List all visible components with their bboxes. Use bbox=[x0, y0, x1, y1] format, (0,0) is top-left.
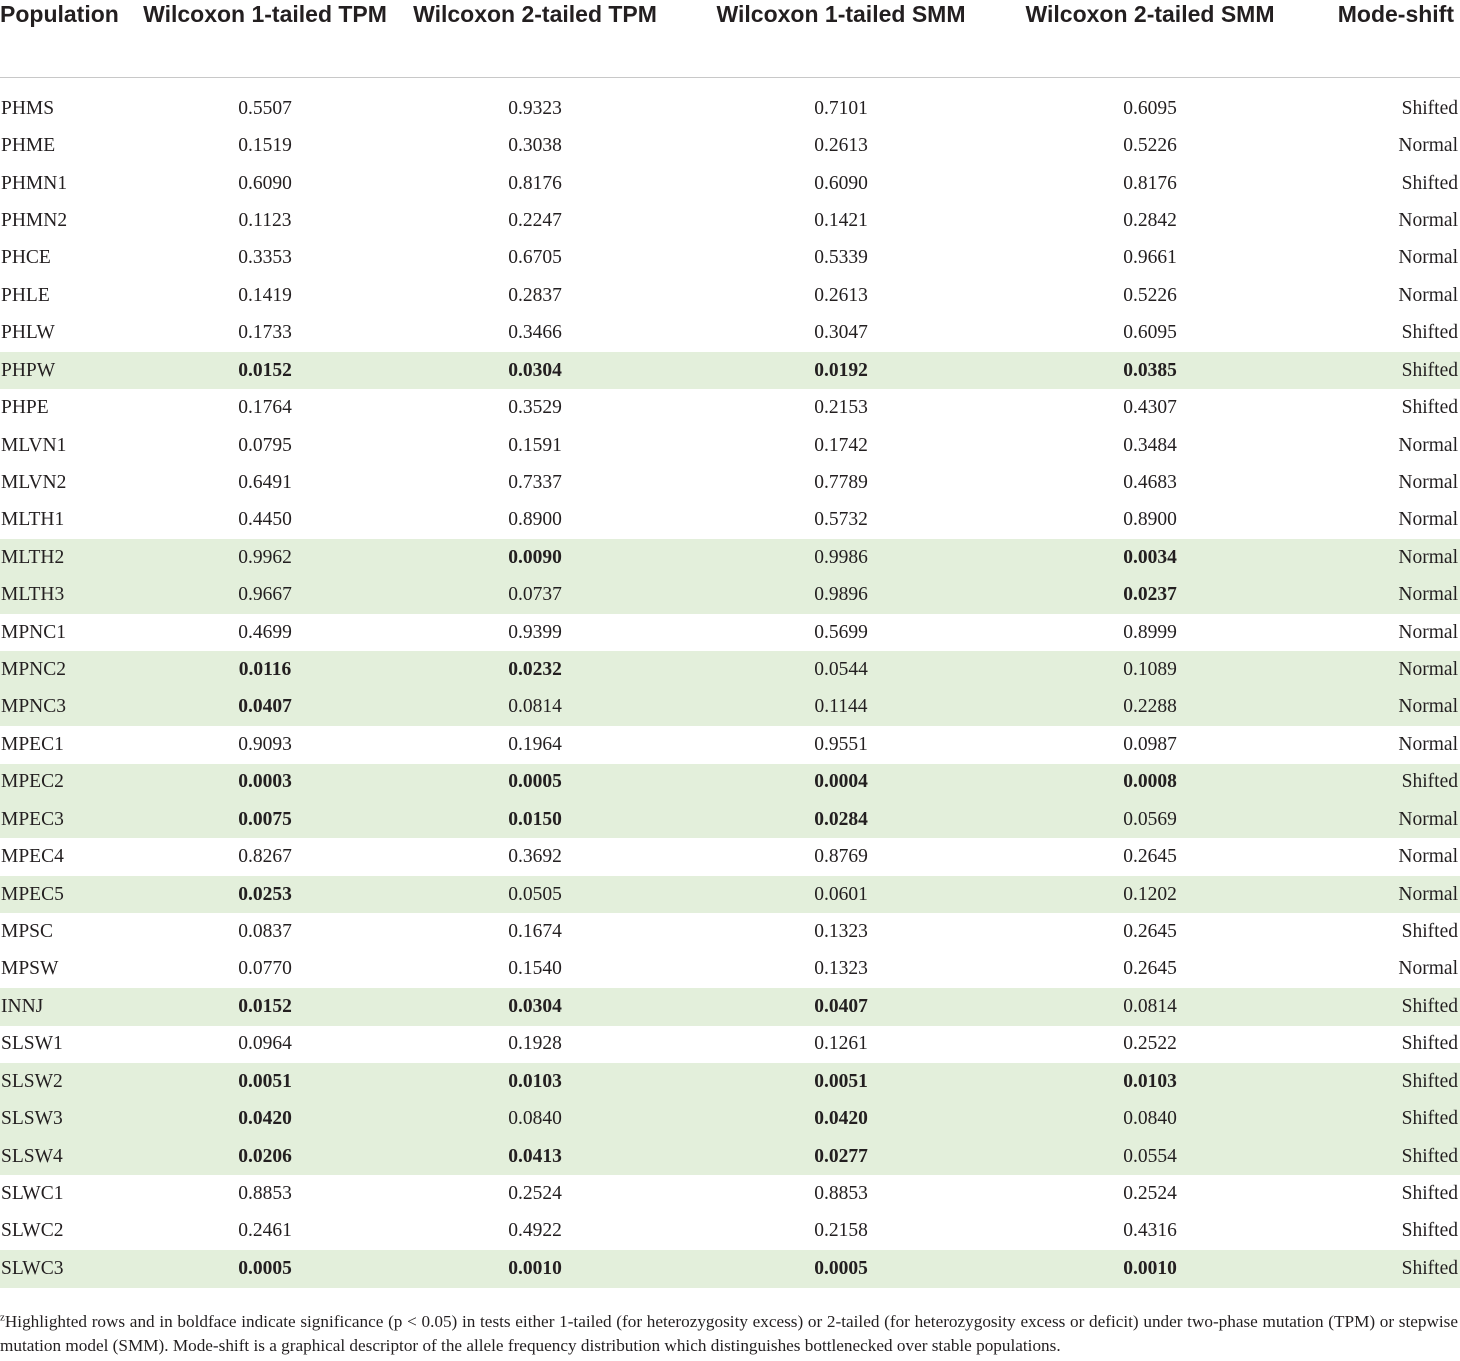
cell-wilcoxon-2-tailed-smm: 0.0840 bbox=[1002, 1100, 1298, 1137]
cell-wilcoxon-2-tailed-smm: 0.8176 bbox=[1123, 172, 1177, 194]
cell-wilcoxon-1-tailed-tpm: 0.0770 bbox=[238, 958, 292, 980]
cell-wilcoxon-2-tailed-smm: 0.1089 bbox=[1002, 651, 1298, 688]
cell-wilcoxon-1-tailed-smm: 0.6090 bbox=[814, 172, 868, 194]
table-row bbox=[0, 277, 1460, 314]
cell-mode-shift: Shifted bbox=[1401, 97, 1458, 119]
cell-wilcoxon-2-tailed-smm: 0.4316 bbox=[1123, 1220, 1177, 1242]
cell-wilcoxon-1-tailed-tpm: 0.0420 bbox=[140, 1100, 390, 1137]
header-mode-shift: Mode-shift bbox=[1298, 0, 1460, 78]
cell-mode-shift: Shifted bbox=[1298, 988, 1460, 1025]
cell-wilcoxon-2-tailed-smm: 0.2288 bbox=[1002, 689, 1298, 726]
cell-wilcoxon-2-tailed-tpm: 0.2524 bbox=[508, 1182, 562, 1204]
cell-wilcoxon-1-tailed-smm: 0.5339 bbox=[814, 247, 868, 269]
cell-population: MLTH1 bbox=[1, 509, 65, 531]
cell-mode-shift: Normal bbox=[1398, 135, 1458, 157]
cell-mode-shift: Normal bbox=[1398, 958, 1458, 980]
cell-wilcoxon-2-tailed-tpm: 0.0232 bbox=[390, 651, 680, 688]
cell-wilcoxon-1-tailed-smm: 0.0277 bbox=[680, 1138, 1002, 1175]
cell-wilcoxon-1-tailed-tpm: 0.0116 bbox=[140, 651, 390, 688]
cell-mode-shift: Normal bbox=[1398, 846, 1458, 868]
cell-wilcoxon-1-tailed-smm: 0.2158 bbox=[814, 1220, 868, 1242]
cell-population: PHLW bbox=[1, 322, 55, 344]
cell-wilcoxon-2-tailed-smm: 0.0814 bbox=[1002, 988, 1298, 1025]
cell-wilcoxon-2-tailed-tpm: 0.0090 bbox=[390, 539, 680, 576]
cell-population: MPEC3 bbox=[0, 801, 140, 838]
cell-wilcoxon-2-tailed-smm: 0.4683 bbox=[1123, 471, 1177, 493]
cell-mode-shift: Shifted bbox=[1401, 172, 1458, 194]
cell-mode-shift: Shifted bbox=[1298, 1100, 1460, 1137]
cell-wilcoxon-1-tailed-smm: 0.5732 bbox=[814, 509, 868, 531]
cell-mode-shift: Shifted bbox=[1401, 397, 1458, 419]
cell-wilcoxon-2-tailed-tpm: 0.1674 bbox=[508, 920, 562, 942]
cell-wilcoxon-2-tailed-smm: 0.2842 bbox=[1123, 209, 1177, 231]
cell-population: MLTH2 bbox=[0, 539, 140, 576]
cell-wilcoxon-1-tailed-tpm: 0.0051 bbox=[140, 1063, 390, 1100]
cell-wilcoxon-2-tailed-tpm: 0.0840 bbox=[390, 1100, 680, 1137]
cell-mode-shift: Normal bbox=[1398, 434, 1458, 456]
cell-wilcoxon-2-tailed-tpm: 0.0304 bbox=[390, 352, 680, 389]
cell-wilcoxon-1-tailed-tpm: 0.9667 bbox=[140, 576, 390, 613]
cell-wilcoxon-2-tailed-tpm: 0.0103 bbox=[390, 1063, 680, 1100]
cell-population: PHME bbox=[1, 135, 56, 157]
cell-wilcoxon-2-tailed-smm: 0.2524 bbox=[1123, 1182, 1177, 1204]
cell-wilcoxon-1-tailed-tpm: 0.0075 bbox=[140, 801, 390, 838]
cell-wilcoxon-2-tailed-tpm: 0.3692 bbox=[508, 846, 562, 868]
table-row bbox=[0, 576, 1460, 613]
cell-wilcoxon-2-tailed-smm: 0.1202 bbox=[1002, 876, 1298, 913]
header-wilcoxon-1-tailed-tpm: Wilcoxon 1-tailed TPM bbox=[140, 0, 390, 78]
table-row bbox=[0, 240, 1460, 277]
cell-mode-shift: Normal bbox=[1398, 284, 1458, 306]
cell-wilcoxon-1-tailed-smm: 0.8769 bbox=[814, 846, 868, 868]
cell-wilcoxon-2-tailed-tpm: 0.0304 bbox=[390, 988, 680, 1025]
table-row bbox=[0, 315, 1460, 352]
cell-population: MPEC4 bbox=[1, 846, 64, 868]
cell-wilcoxon-2-tailed-smm: 0.6095 bbox=[1123, 322, 1177, 344]
cell-population: MPNC3 bbox=[0, 689, 140, 726]
cell-mode-shift: Normal bbox=[1298, 539, 1460, 576]
cell-mode-shift: Normal bbox=[1398, 471, 1458, 493]
cell-population: PHPE bbox=[1, 397, 49, 419]
cell-wilcoxon-2-tailed-smm: 0.5226 bbox=[1123, 284, 1177, 306]
cell-wilcoxon-2-tailed-smm: 0.2645 bbox=[1123, 920, 1177, 942]
cell-population: SLWC2 bbox=[1, 1220, 64, 1242]
cell-population: MPEC2 bbox=[0, 764, 140, 801]
cell-wilcoxon-2-tailed-smm: 0.4307 bbox=[1123, 397, 1177, 419]
cell-wilcoxon-2-tailed-tpm: 0.2837 bbox=[508, 284, 562, 306]
cell-mode-shift: Normal bbox=[1298, 651, 1460, 688]
cell-wilcoxon-2-tailed-tpm: 0.0150 bbox=[390, 801, 680, 838]
cell-wilcoxon-1-tailed-tpm: 0.1733 bbox=[238, 322, 292, 344]
cell-wilcoxon-2-tailed-tpm: 0.1540 bbox=[508, 958, 562, 980]
footnote-text: Highlighted rows and in boldface indicate significance (p < 0.05) in tests either 1-tailed (for heterozygosity excess) or 2-tailed (for heterozygosity excess or deficit) under two-phase mutation (TPM) or stepwise mutation model (SMM). Mode-shift is a graphical descriptor of the allele frequency distribution which distinguishes bottlenecked over stable populations. bbox=[0, 1312, 1458, 1355]
cell-wilcoxon-2-tailed-tpm: 0.7337 bbox=[508, 471, 562, 493]
table-row bbox=[0, 651, 1460, 688]
table-row bbox=[0, 165, 1460, 202]
cell-wilcoxon-1-tailed-tpm: 0.0152 bbox=[140, 988, 390, 1025]
cell-population: MPEC1 bbox=[1, 733, 64, 755]
cell-population: PHPW bbox=[0, 352, 140, 389]
table-row bbox=[0, 876, 1460, 913]
cell-wilcoxon-1-tailed-smm: 0.5699 bbox=[814, 621, 868, 643]
cell-population: PHMN2 bbox=[1, 209, 68, 231]
cell-population: PHLE bbox=[1, 284, 50, 306]
table-row bbox=[0, 726, 1460, 763]
cell-wilcoxon-1-tailed-smm: 0.0601 bbox=[680, 876, 1002, 913]
cell-wilcoxon-1-tailed-tpm: 0.4699 bbox=[238, 621, 292, 643]
table-row bbox=[0, 127, 1460, 164]
cell-population: MPSC bbox=[1, 920, 54, 942]
cell-wilcoxon-2-tailed-smm: 0.0569 bbox=[1002, 801, 1298, 838]
cell-wilcoxon-2-tailed-smm: 0.2645 bbox=[1123, 846, 1177, 868]
cell-wilcoxon-1-tailed-tpm: 0.0005 bbox=[140, 1250, 390, 1287]
cell-wilcoxon-2-tailed-tpm: 0.0005 bbox=[390, 764, 680, 801]
cell-wilcoxon-2-tailed-tpm: 0.6705 bbox=[508, 247, 562, 269]
cell-mode-shift: Shifted bbox=[1298, 1138, 1460, 1175]
cell-wilcoxon-1-tailed-tpm: 0.1419 bbox=[238, 284, 292, 306]
cell-wilcoxon-1-tailed-tpm: 0.5507 bbox=[238, 97, 292, 119]
cell-wilcoxon-2-tailed-smm: 0.0010 bbox=[1002, 1250, 1298, 1287]
cell-wilcoxon-2-tailed-tpm: 0.8176 bbox=[508, 172, 562, 194]
cell-wilcoxon-2-tailed-tpm: 0.1928 bbox=[508, 1033, 562, 1055]
cell-wilcoxon-1-tailed-smm: 0.9551 bbox=[814, 733, 868, 755]
footnote-marker: z bbox=[0, 1311, 5, 1324]
cell-wilcoxon-1-tailed-smm: 0.0004 bbox=[680, 764, 1002, 801]
cell-wilcoxon-1-tailed-smm: 0.8853 bbox=[814, 1182, 868, 1204]
cell-population: MLVN2 bbox=[1, 471, 67, 493]
cell-population: INNJ bbox=[0, 988, 140, 1025]
cell-wilcoxon-2-tailed-smm: 0.0034 bbox=[1002, 539, 1298, 576]
cell-wilcoxon-1-tailed-smm: 0.2153 bbox=[814, 397, 868, 419]
header-spacer bbox=[0, 78, 1460, 91]
cell-wilcoxon-2-tailed-tpm: 0.0814 bbox=[390, 689, 680, 726]
cell-wilcoxon-2-tailed-smm: 0.9661 bbox=[1123, 247, 1177, 269]
cell-wilcoxon-1-tailed-smm: 0.1261 bbox=[814, 1033, 868, 1055]
table-row bbox=[0, 614, 1460, 651]
cell-wilcoxon-1-tailed-tpm: 0.1519 bbox=[238, 135, 292, 157]
cell-wilcoxon-2-tailed-tpm: 0.3038 bbox=[508, 135, 562, 157]
cell-wilcoxon-2-tailed-tpm: 0.1591 bbox=[508, 434, 562, 456]
cell-wilcoxon-2-tailed-tpm: 0.3466 bbox=[508, 322, 562, 344]
cell-population: MPNC2 bbox=[0, 651, 140, 688]
cell-wilcoxon-1-tailed-tpm: 0.3353 bbox=[238, 247, 292, 269]
cell-wilcoxon-2-tailed-smm: 0.2645 bbox=[1123, 958, 1177, 980]
cell-mode-shift: Normal bbox=[1398, 509, 1458, 531]
cell-wilcoxon-2-tailed-smm: 0.0008 bbox=[1002, 764, 1298, 801]
cell-wilcoxon-1-tailed-tpm: 0.1764 bbox=[238, 397, 292, 419]
cell-wilcoxon-1-tailed-tpm: 0.0253 bbox=[140, 876, 390, 913]
cell-mode-shift: Normal bbox=[1398, 621, 1458, 643]
table-row bbox=[0, 1213, 1460, 1250]
cell-wilcoxon-1-tailed-tpm: 0.0206 bbox=[140, 1138, 390, 1175]
cell-wilcoxon-1-tailed-tpm: 0.0003 bbox=[140, 764, 390, 801]
cell-mode-shift: Shifted bbox=[1401, 322, 1458, 344]
cell-wilcoxon-2-tailed-smm: 0.0987 bbox=[1123, 733, 1177, 755]
header-row bbox=[0, 0, 1460, 78]
cell-wilcoxon-1-tailed-tpm: 0.0837 bbox=[238, 920, 292, 942]
cell-population: SLSW1 bbox=[1, 1033, 63, 1055]
table-row bbox=[0, 1250, 1460, 1287]
cell-mode-shift: Shifted bbox=[1401, 1033, 1458, 1055]
cell-wilcoxon-2-tailed-tpm: 0.0010 bbox=[390, 1250, 680, 1287]
cell-wilcoxon-1-tailed-smm: 0.1144 bbox=[680, 689, 1002, 726]
table-row bbox=[0, 913, 1460, 950]
cell-wilcoxon-1-tailed-tpm: 0.8853 bbox=[238, 1182, 292, 1204]
table-row bbox=[0, 1063, 1460, 1100]
header-wilcoxon-2-tailed-smm: Wilcoxon 2-tailed SMM bbox=[1002, 0, 1298, 78]
cell-population: MPEC5 bbox=[0, 876, 140, 913]
header-wilcoxon-2-tailed-tpm: Wilcoxon 2-tailed TPM bbox=[390, 0, 680, 78]
cell-wilcoxon-1-tailed-tpm: 0.8267 bbox=[238, 846, 292, 868]
cell-wilcoxon-2-tailed-smm: 0.3484 bbox=[1123, 434, 1177, 456]
table-body bbox=[0, 78, 1460, 1288]
cell-mode-shift: Shifted bbox=[1298, 764, 1460, 801]
cell-wilcoxon-1-tailed-smm: 0.1742 bbox=[814, 434, 868, 456]
table-row bbox=[0, 502, 1460, 539]
cell-mode-shift: Shifted bbox=[1298, 1063, 1460, 1100]
cell-wilcoxon-2-tailed-smm: 0.0385 bbox=[1002, 352, 1298, 389]
cell-population: MLVN1 bbox=[1, 434, 67, 456]
table-row bbox=[0, 539, 1460, 576]
cell-wilcoxon-2-tailed-tpm: 0.0413 bbox=[390, 1138, 680, 1175]
cell-wilcoxon-1-tailed-smm: 0.0192 bbox=[680, 352, 1002, 389]
cell-wilcoxon-1-tailed-smm: 0.7101 bbox=[814, 97, 868, 119]
cell-wilcoxon-1-tailed-smm: 0.9896 bbox=[680, 576, 1002, 613]
cell-wilcoxon-2-tailed-smm: 0.5226 bbox=[1123, 135, 1177, 157]
cell-wilcoxon-1-tailed-smm: 0.3047 bbox=[814, 322, 868, 344]
cell-wilcoxon-1-tailed-smm: 0.0051 bbox=[680, 1063, 1002, 1100]
cell-wilcoxon-1-tailed-smm: 0.0407 bbox=[680, 988, 1002, 1025]
cell-population: SLWC3 bbox=[0, 1250, 140, 1287]
table-row bbox=[0, 389, 1460, 426]
cell-mode-shift: Normal bbox=[1398, 733, 1458, 755]
cell-population: SLSW4 bbox=[0, 1138, 140, 1175]
cell-wilcoxon-2-tailed-smm: 0.0237 bbox=[1002, 576, 1298, 613]
cell-population: PHCE bbox=[1, 247, 51, 269]
table-row bbox=[0, 427, 1460, 464]
table-row bbox=[0, 202, 1460, 239]
cell-wilcoxon-1-tailed-tpm: 0.6491 bbox=[238, 471, 292, 493]
cell-wilcoxon-2-tailed-tpm: 0.9323 bbox=[508, 97, 562, 119]
cell-wilcoxon-2-tailed-tpm: 0.9399 bbox=[508, 621, 562, 643]
cell-mode-shift: Shifted bbox=[1298, 352, 1460, 389]
cell-wilcoxon-2-tailed-smm: 0.2522 bbox=[1123, 1033, 1177, 1055]
cell-wilcoxon-1-tailed-tpm: 0.1123 bbox=[238, 209, 292, 231]
cell-wilcoxon-2-tailed-smm: 0.8900 bbox=[1123, 509, 1177, 531]
cell-population: MPNC1 bbox=[1, 621, 67, 643]
cell-mode-shift: Normal bbox=[1298, 576, 1460, 613]
cell-wilcoxon-1-tailed-smm: 0.9986 bbox=[680, 539, 1002, 576]
cell-wilcoxon-2-tailed-smm: 0.0103 bbox=[1002, 1063, 1298, 1100]
cell-wilcoxon-1-tailed-tpm: 0.4450 bbox=[238, 509, 292, 531]
cell-mode-shift: Shifted bbox=[1401, 1182, 1458, 1204]
cell-wilcoxon-2-tailed-tpm: 0.3529 bbox=[508, 397, 562, 419]
table-row bbox=[0, 838, 1460, 875]
cell-wilcoxon-1-tailed-tpm: 0.2461 bbox=[238, 1220, 292, 1242]
cell-wilcoxon-2-tailed-tpm: 0.0737 bbox=[390, 576, 680, 613]
cell-wilcoxon-2-tailed-tpm: 0.0505 bbox=[390, 876, 680, 913]
table-row bbox=[0, 1175, 1460, 1212]
table-row bbox=[0, 1138, 1460, 1175]
cell-wilcoxon-1-tailed-tpm: 0.9093 bbox=[238, 733, 292, 755]
cell-wilcoxon-2-tailed-tpm: 0.1964 bbox=[508, 733, 562, 755]
cell-mode-shift: Shifted bbox=[1298, 1250, 1460, 1287]
cell-wilcoxon-1-tailed-smm: 0.0544 bbox=[680, 651, 1002, 688]
cell-wilcoxon-1-tailed-smm: 0.0284 bbox=[680, 801, 1002, 838]
cell-wilcoxon-1-tailed-smm: 0.1323 bbox=[814, 920, 868, 942]
cell-wilcoxon-1-tailed-tpm: 0.6090 bbox=[238, 172, 292, 194]
table-row bbox=[0, 1026, 1460, 1063]
table-row bbox=[0, 988, 1460, 1025]
table-row bbox=[0, 352, 1460, 389]
cell-wilcoxon-2-tailed-tpm: 0.8900 bbox=[508, 509, 562, 531]
cell-wilcoxon-1-tailed-smm: 0.2613 bbox=[814, 284, 868, 306]
cell-mode-shift: Normal bbox=[1298, 876, 1460, 913]
cell-wilcoxon-2-tailed-smm: 0.0554 bbox=[1002, 1138, 1298, 1175]
cell-mode-shift: Shifted bbox=[1401, 920, 1458, 942]
cell-wilcoxon-1-tailed-smm: 0.7789 bbox=[814, 471, 868, 493]
cell-population: SLSW2 bbox=[0, 1063, 140, 1100]
cell-population: PHMS bbox=[1, 97, 55, 119]
cell-wilcoxon-2-tailed-smm: 0.6095 bbox=[1123, 97, 1177, 119]
table-row bbox=[0, 951, 1460, 988]
cell-population: MLTH3 bbox=[0, 576, 140, 613]
cell-wilcoxon-1-tailed-tpm: 0.0795 bbox=[238, 434, 292, 456]
cell-mode-shift: Normal bbox=[1398, 209, 1458, 231]
cell-wilcoxon-1-tailed-tpm: 0.0964 bbox=[238, 1033, 292, 1055]
cell-wilcoxon-1-tailed-smm: 0.0005 bbox=[680, 1250, 1002, 1287]
table-footnote bbox=[0, 1310, 1458, 1358]
header-population: Population bbox=[0, 0, 140, 78]
cell-population: MPSW bbox=[1, 958, 59, 980]
table-row bbox=[0, 464, 1460, 501]
cell-mode-shift: Normal bbox=[1398, 247, 1458, 269]
cell-wilcoxon-1-tailed-smm: 0.2613 bbox=[814, 135, 868, 157]
cell-mode-shift: Normal bbox=[1298, 689, 1460, 726]
cell-population: PHMN1 bbox=[1, 172, 68, 194]
cell-wilcoxon-1-tailed-tpm: 0.0152 bbox=[140, 352, 390, 389]
table-row bbox=[0, 689, 1460, 726]
table-row bbox=[0, 1100, 1460, 1137]
table-row bbox=[0, 764, 1460, 801]
table-row bbox=[0, 801, 1460, 838]
cell-mode-shift: Shifted bbox=[1401, 1220, 1458, 1242]
cell-wilcoxon-1-tailed-tpm: 0.0407 bbox=[140, 689, 390, 726]
cell-wilcoxon-1-tailed-smm: 0.1323 bbox=[814, 958, 868, 980]
cell-mode-shift: Normal bbox=[1298, 801, 1460, 838]
cell-wilcoxon-2-tailed-tpm: 0.2247 bbox=[508, 209, 562, 231]
cell-wilcoxon-2-tailed-tpm: 0.4922 bbox=[508, 1220, 562, 1242]
cell-wilcoxon-1-tailed-smm: 0.1421 bbox=[814, 209, 868, 231]
cell-wilcoxon-1-tailed-tpm: 0.9962 bbox=[140, 539, 390, 576]
cell-wilcoxon-2-tailed-smm: 0.8999 bbox=[1123, 621, 1177, 643]
header-wilcoxon-1-tailed-smm: Wilcoxon 1-tailed SMM bbox=[680, 0, 1002, 78]
cell-wilcoxon-1-tailed-smm: 0.0420 bbox=[680, 1100, 1002, 1137]
table-row bbox=[0, 90, 1460, 127]
cell-population: SLSW3 bbox=[0, 1100, 140, 1137]
cell-population: SLWC1 bbox=[1, 1182, 64, 1204]
